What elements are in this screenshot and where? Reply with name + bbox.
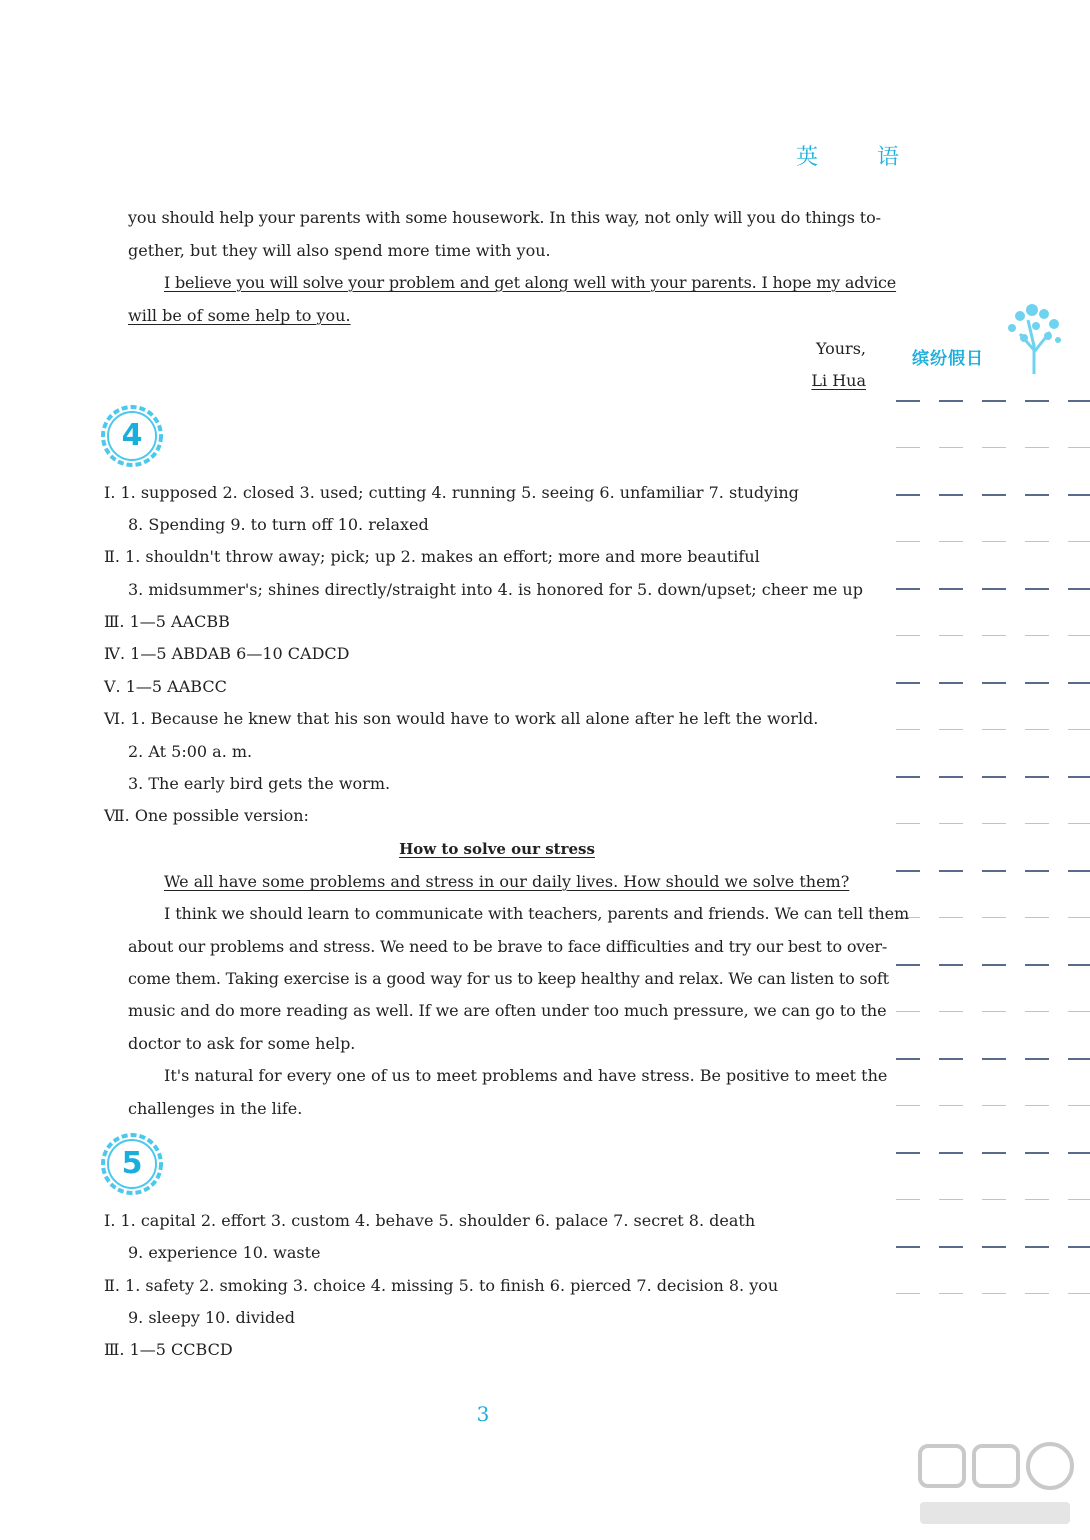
answer-line: Ⅱ. 1. shouldn't throw away; pick; up 2. makes an effort; more and more beautiful: [104, 547, 760, 566]
letter-line: I believe you will solve your problem and get along well with your parents. I hope my advice: [164, 273, 897, 292]
essay-line: music and do more reading as well. If we are often under too much pressure, we can go to the: [128, 1001, 887, 1020]
answer-line: 3. The early bird gets the worm.: [128, 774, 391, 793]
essay-title: How to solve our stress: [399, 840, 595, 858]
holiday-logo: [908, 300, 1074, 380]
note-line: [896, 1050, 1090, 1097]
section-5-badge: [101, 1133, 163, 1195]
note-line: [896, 1191, 1090, 1238]
note-line: [896, 721, 1090, 768]
essay-line: We all have some problems and stress in our daily lives. How should we solve them?: [164, 872, 850, 891]
essay-line: doctor to ask for some help.: [128, 1034, 356, 1053]
note-line: [896, 674, 1090, 721]
note-line: [896, 815, 1090, 862]
essay-line: challenges in the life.: [128, 1099, 303, 1118]
note-line: [896, 392, 1090, 439]
logo-text: 缤纷假日: [912, 349, 984, 369]
note-line: [896, 486, 1090, 533]
essay-line: It's natural for every one of us to meet problems and have stress. Be positive to meet the: [164, 1066, 888, 1085]
notes-column: [896, 392, 1090, 1332]
note-line: [896, 1238, 1090, 1285]
note-line: [896, 909, 1090, 956]
letter-signature: Li Hua: [811, 371, 866, 390]
section-4-badge: [101, 405, 163, 467]
answer-line: 8. Spending 9. to turn off 10. relaxed: [128, 515, 429, 534]
watermark-logo: [900, 1436, 1090, 1536]
section-number: 4: [121, 418, 143, 453]
letter-closing: Yours,: [815, 339, 866, 358]
section-number: 5: [121, 1146, 143, 1181]
answer-line: Ⅶ. One possible version:: [104, 806, 309, 825]
subject-header: 英 语: [796, 145, 925, 170]
note-line: [896, 768, 1090, 815]
letter-line: will be of some help to you.: [128, 306, 351, 325]
answer-line: Ⅲ. 1—5 CCBCD: [104, 1340, 233, 1359]
note-line: [896, 1285, 1090, 1332]
answer-line: 2. At 5:00 a. m.: [128, 742, 253, 761]
essay-line: about our problems and stress. We need to be brave to face difficulties and try our best to over-: [128, 937, 888, 956]
watermark-icon: [900, 1436, 1090, 1536]
note-line: [896, 956, 1090, 1003]
letter-line: you should help your parents with some housework. In this way, not only will you do things to-: [128, 208, 881, 227]
answer-line: Ⅰ. 1. supposed 2. closed 3. used; cutting 4. running 5. seeing 6. unfamiliar 7. studying: [104, 483, 799, 502]
answer-line: Ⅳ. 1—5 ABDAB 6—10 CADCD: [104, 644, 350, 663]
answer-line: Ⅰ. 1. capital 2. effort 3. custom 4. behave 5. shoulder 6. palace 7. secret 8. death: [104, 1211, 756, 1230]
answer-line: Ⅱ. 1. safety 2. smoking 3. choice 4. missing 5. to finish 6. pierced 7. decision 8. you: [104, 1276, 779, 1295]
answer-line: 9. sleepy 10. divided: [128, 1308, 295, 1327]
answer-line: Ⅵ. 1. Because he knew that his son would have to work all alone after he left the world.: [104, 709, 819, 728]
essay-line: come them. Taking exercise is a good way for us to keep healthy and relax. We can listen to soft: [128, 969, 889, 988]
answer-line: Ⅴ. 1—5 AABCC: [104, 677, 227, 696]
answer-line: Ⅲ. 1—5 AACBB: [104, 612, 230, 631]
answer-line: 9. experience 10. waste: [128, 1243, 321, 1262]
note-line: [896, 1144, 1090, 1191]
note-line: [896, 862, 1090, 909]
note-line: [896, 1097, 1090, 1144]
essay-line: I think we should learn to communicate with teachers, parents and friends. We can tell them: [164, 904, 910, 923]
note-line: [896, 533, 1090, 580]
note-line: [896, 1003, 1090, 1050]
note-line: [896, 580, 1090, 627]
page-number: 3: [476, 1402, 490, 1426]
note-line: [896, 439, 1090, 486]
answer-line: 3. midsummer's; shines directly/straight into 4. is honored for 5. down/upset; cheer me up: [128, 580, 863, 599]
note-line: [896, 627, 1090, 674]
letter-line: gether, but they will also spend more time with you.: [128, 241, 551, 260]
